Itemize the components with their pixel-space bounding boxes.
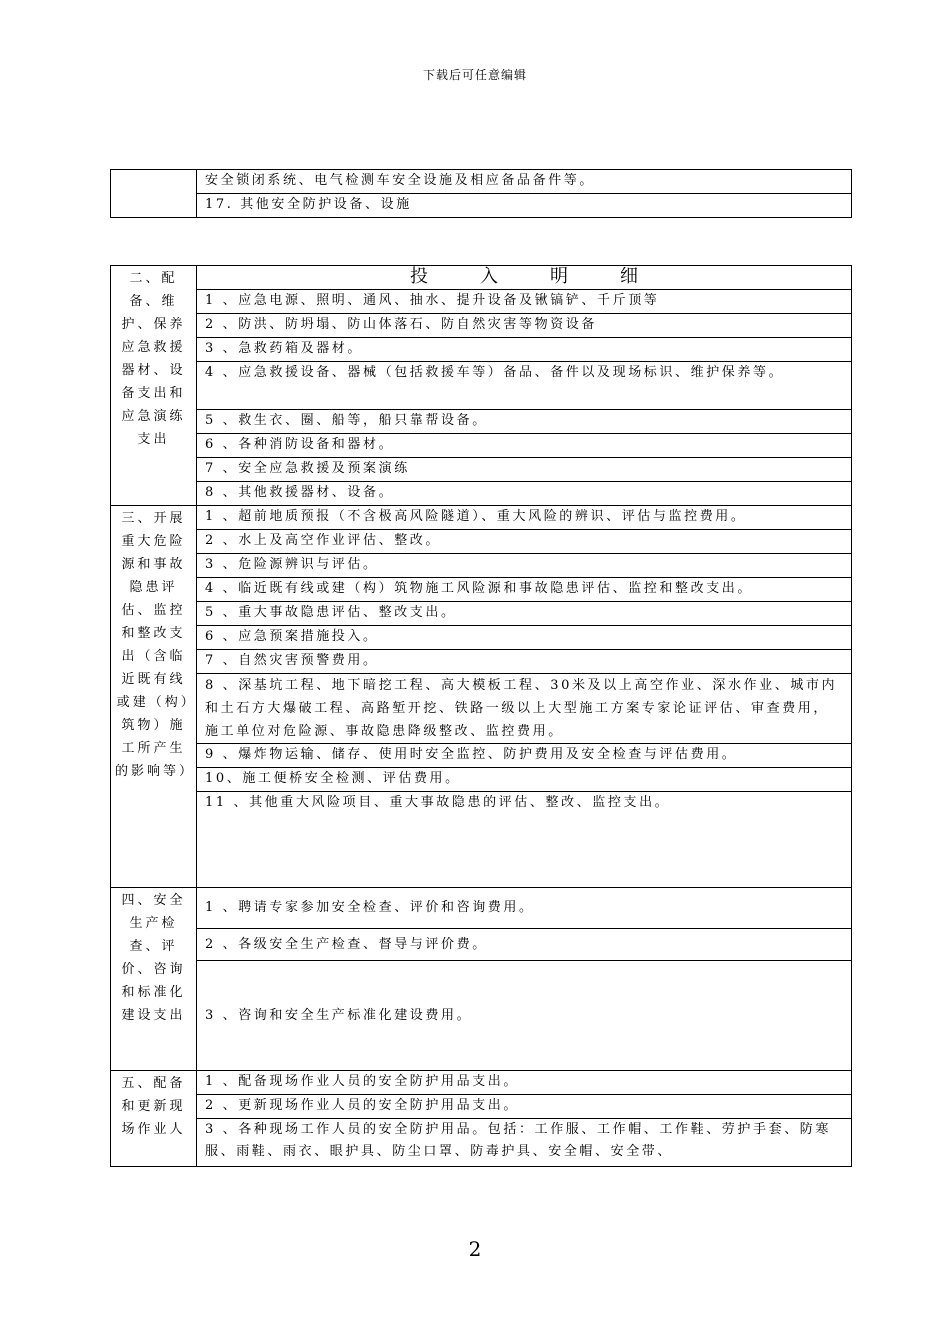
- table-row: [111, 961, 852, 1071]
- category-cell: 五、配备和更新现场作业人: [111, 1071, 197, 1167]
- table-row: [111, 362, 852, 410]
- table-row: [111, 1095, 852, 1119]
- item-cell: 2 、更新现场作业人员的安全防护用品支出。: [197, 1095, 852, 1119]
- item-cell: 2 、防洪、防坍塌、防山体落石、防自然灾害等物资设备: [197, 314, 852, 338]
- item-cell: 11 、其他重大风险项目、重大事故隐患的评估、整改、监控支出。: [197, 792, 852, 888]
- page-header: 下载后可任意编辑: [422, 68, 527, 82]
- item-cell: 5 、重大事故隐患评估、整改支出。: [197, 602, 852, 626]
- table-row: [111, 554, 852, 578]
- item-cell: 3 、危险源辨识与评估。: [197, 554, 852, 578]
- table-row: [111, 194, 852, 218]
- category-cell: 二、配备、维护、保养应急救援器材、设备支出和应急演练支出: [111, 266, 197, 506]
- item-cell: 4 、临近既有线或建（构）筑物施工风险源和事故隐患评估、监控和整改支出。: [197, 578, 852, 602]
- item-cell: 2 、水上及高空作业评估、整改。: [197, 530, 852, 554]
- item-cell: 1 、超前地质预报（不含极高风险隧道）、重大风险的辨识、评估与监控费用。: [197, 506, 852, 530]
- table-row: [111, 338, 852, 362]
- table-row: [111, 650, 852, 674]
- table-row: [111, 888, 852, 929]
- item-cell: 6 、各种消防设备和器材。: [197, 434, 852, 458]
- table-main: [110, 265, 852, 1167]
- table-row: [111, 768, 852, 792]
- item-cell: 1 、聘请专家参加安全检查、评价和咨询费用。: [197, 888, 852, 929]
- table-row: [111, 530, 852, 554]
- item-cell: 6 、应急预案措施投入。: [197, 626, 852, 650]
- item-cell: 1 、应急电源、照明、通风、抽水、提升设备及锹镐铲、千斤顶等: [197, 290, 852, 314]
- table-row: [111, 482, 852, 506]
- item-cell: 3 、各种现场工作人员的安全防护用品。包括：工作服、工作帽、工作鞋、劳护手套、防寒服、雨鞋、雨衣、眼护具、防尘口罩、防毒护具、安全帽、安全带、: [197, 1119, 852, 1167]
- item-cell: 4 、应急救援设备、器械（包括救援车等）备品、备件以及现场标识、维护保养等。: [197, 362, 852, 410]
- item-cell: 8 、深基坑工程、地下暗挖工程、高大模板工程、30米及以上高空作业、深水作业、城市内和土石方大爆破工程、高路堑开挖、铁路一级以上大型施工方案专家论证评估、审查费用，施工单位对危险源、事故隐患降级整改、监控费用。: [197, 674, 852, 744]
- table-row: [111, 170, 852, 194]
- item-cell: 7 、安全应急救援及预案演练: [197, 458, 852, 482]
- table-row: [111, 290, 852, 314]
- item-cell: 安全锁闭系统、电气检测车安全设施及相应备品备件等。: [197, 170, 852, 194]
- item-cell: 3 、咨询和安全生产标准化建设费用。: [197, 961, 852, 1071]
- table-row: [111, 602, 852, 626]
- table-row: [111, 626, 852, 650]
- table-row: [111, 458, 852, 482]
- item-cell: 9 、爆炸物运输、储存、使用时安全监控、防护费用及安全检查与评估费用。: [197, 744, 852, 768]
- table-row: [111, 744, 852, 768]
- item-cell: 3 、急救药箱及器材。: [197, 338, 852, 362]
- item-cell: 1 、配备现场作业人员的安全防护用品支出。: [197, 1071, 852, 1095]
- table-row: [111, 434, 852, 458]
- table-row: [111, 506, 852, 530]
- item-cell: 8 、其他救援器材、设备。: [197, 482, 852, 506]
- table-row: [111, 578, 852, 602]
- table-row: [111, 792, 852, 888]
- table-row: [111, 314, 852, 338]
- item-cell: 7 、自然灾害预警费用。: [197, 650, 852, 674]
- table-row: [111, 266, 852, 290]
- table-row: [111, 410, 852, 434]
- category-cell: 三、开展重大危险源和事故隐患评估、监控和整改支出（含临近既有线或建（构）筑物）施工所产生的影响等）: [111, 506, 197, 888]
- page-number: 2: [468, 1237, 482, 1261]
- table-title: 投 入 明 细: [197, 266, 852, 290]
- item-cell: 2 、各级安全生产检查、督导与评价费。: [197, 929, 852, 961]
- table-row: [111, 1119, 852, 1167]
- table-top: [110, 169, 852, 218]
- table-row: [111, 674, 852, 744]
- item-cell: 10、施工便桥安全检测、评估费用。: [197, 768, 852, 792]
- item-cell: 17. 其他安全防护设备、设施: [197, 194, 852, 218]
- category-cell: [111, 170, 197, 218]
- table-row: [111, 929, 852, 961]
- table-row: [111, 1071, 852, 1095]
- category-cell: 四、安全生产检查、评价、咨询和标准化建设支出: [111, 888, 197, 1071]
- item-cell: 5 、救生衣、圈、船等，船只靠帮设备。: [197, 410, 852, 434]
